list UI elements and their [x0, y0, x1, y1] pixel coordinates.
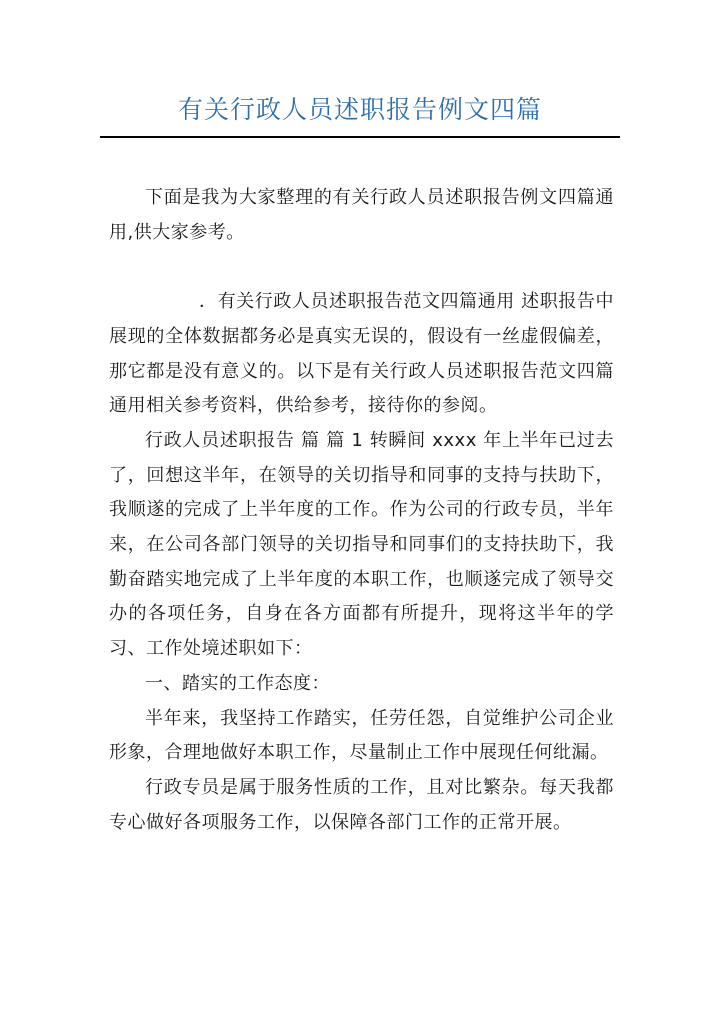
body-paragraph: 行政专员是属于服务性质的工作，且对比繁杂。每天我都专心做好各项服务工作，以保障各部门工作的正常开展。 [109, 776, 614, 833]
document-title: 有关行政人员述职报告例文四篇 [177, 95, 542, 124]
report-paragraph: 行政人员述职报告 篇 篇 1 转瞬间 xxxx 年上半年已过去了，回想这半年，在领导的关切指导和同事的支持与扶助下，我顺遂的完成了上半年度的工作。作为公司的行政专员，半年来，在公司各部门领导的关切指导和同事们的支持扶助下，我勤奋踏实地完成了上半年度的本职工作，也顺遂完成了领导交办的各项任务，自身在各方面都有所提升，现将这半年的学习、工作处境述职如下： [109, 429, 614, 660]
summary-paragraph: ．有关行政人员述职报告范文四篇通用 述职报告中展现的全体数据都务必是真实无误的，假设有一丝虚假偏差，那它都是没有意义的。以下是有关行政人员述职报告范文四篇通用相关参考资料，供给参考，接待你的参阅。 [109, 291, 614, 417]
section-heading: 一、踏实的工作态度： [145, 672, 330, 694]
document-body [109, 181, 614, 840]
title-divider [100, 136, 620, 138]
intro-paragraph: 下面是我为大家整理的有关行政人员述职报告例文四篇通用,供大家参考。 [109, 187, 614, 243]
body-paragraph: 半年来，我坚持工作踏实，任劳任怨，自觉维护公司企业形象，合理地做好本职工作，尽量制止工作中展现任何纰漏。 [109, 707, 614, 764]
